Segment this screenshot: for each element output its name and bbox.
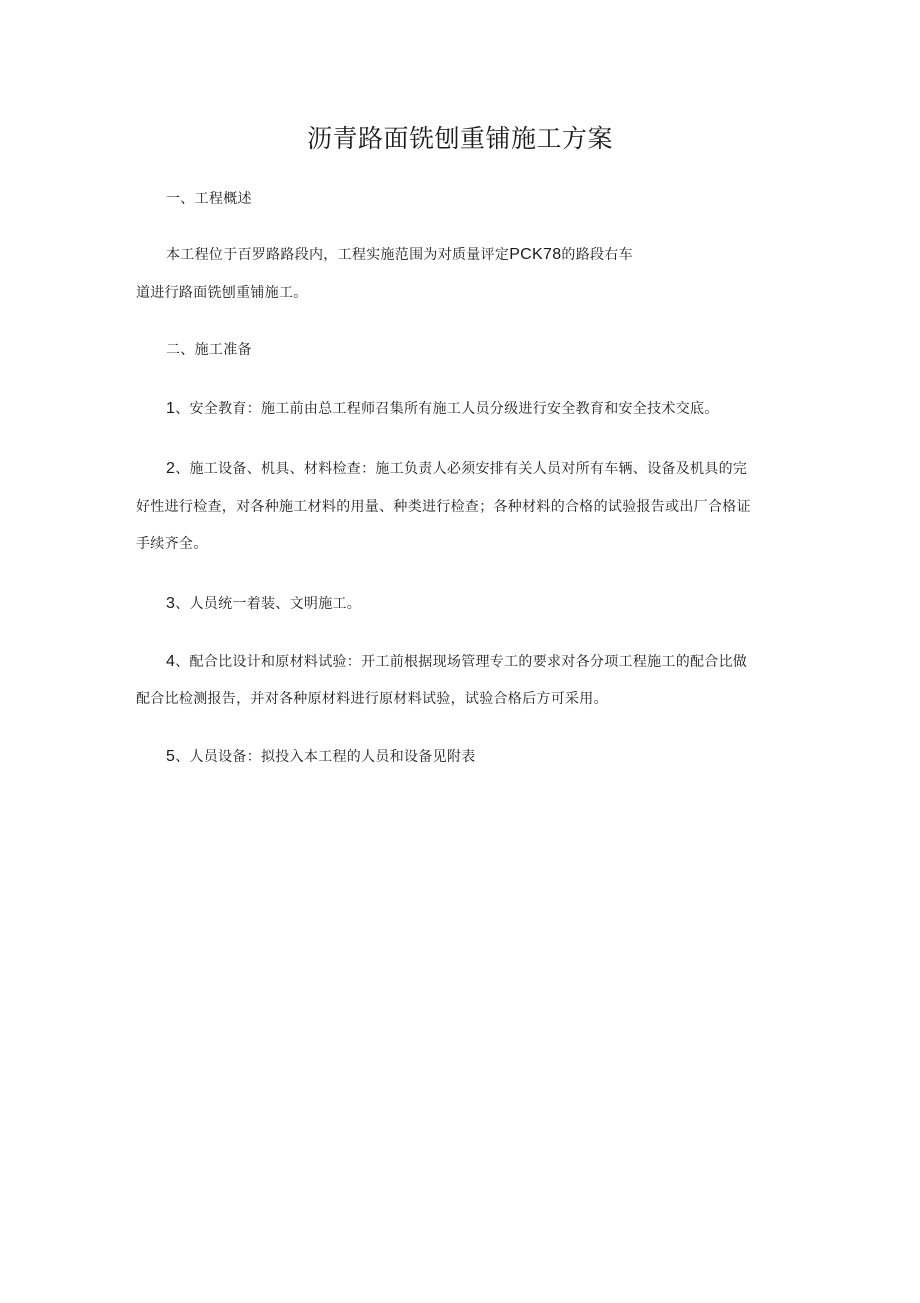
overview-paragraph-line-1 [166, 245, 633, 265]
item-text: 、施工设备、机具、材料检查：施工负责人必须安排有关人员对所有车辆、设备及机具的完 [175, 461, 748, 477]
project-code: PCK78 [509, 246, 562, 263]
section-heading-preparation: 二、施工准备 [166, 342, 252, 358]
item-text: 、人员统一着装、文明施工。 [175, 596, 362, 612]
list-item-1 [166, 399, 719, 419]
list-item-3 [166, 594, 361, 614]
list-item-5 [166, 747, 476, 767]
overview-paragraph-line-2: 道进行路面铣刨重铺施工。 [136, 285, 308, 301]
list-item-4-line-2: 配合比检测报告，并对各种原材料进行原材料试验，试验合格后方可采用。 [136, 691, 608, 707]
item-text: 、人员设备：拟投入本工程的人员和设备见附表 [175, 749, 476, 765]
list-item-4-line-1 [166, 652, 747, 672]
item-number: 4 [166, 653, 176, 670]
overview-text-pre: 本工程位于百罗路路段内，工程实施范围为对质量评定 [166, 247, 510, 263]
list-item-2-line-3: 手续齐全。 [136, 536, 208, 552]
overview-text-post: 的路段右车 [561, 247, 633, 263]
document-title: 沥青路面铣刨重铺施工方案 [306, 124, 613, 153]
item-text: 、安全教育：施工前由总工程师召集所有施工人员分级进行安全教育和安全技术交底。 [175, 401, 719, 417]
item-number: 1 [166, 400, 176, 417]
list-item-2-line-2: 好性进行检查，对各种施工材料的用量、种类进行检查；各种材料的合格的试验报告或出厂合格证 [136, 499, 751, 515]
section-heading-overview: 一、工程概述 [166, 191, 252, 207]
item-number: 2 [166, 460, 176, 477]
item-number: 5 [166, 748, 176, 765]
item-number: 3 [166, 595, 176, 612]
list-item-2-line-1 [166, 459, 747, 479]
item-text: 、配合比设计和原材料试验：开工前根据现场管理专工的要求对各分项工程施工的配合比做 [175, 654, 748, 670]
